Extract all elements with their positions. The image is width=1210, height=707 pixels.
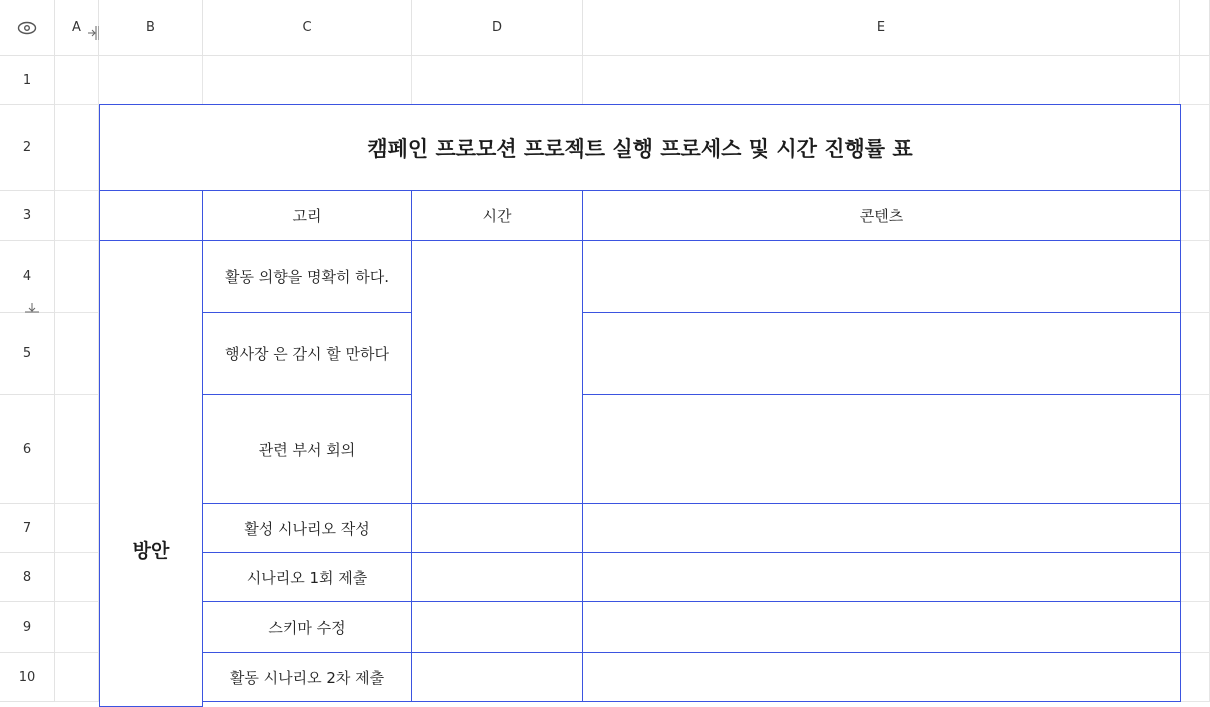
column-header-label: B [146, 20, 155, 35]
row-header-label: 1 [22, 72, 32, 88]
column-header-label: A [72, 20, 81, 35]
row-header-1[interactable] [0, 56, 55, 105]
cell-a3[interactable] [55, 191, 99, 241]
cell-a9[interactable] [55, 602, 99, 653]
content-cell-5[interactable] [583, 313, 1181, 395]
cell-e1[interactable] [583, 56, 1180, 105]
row-header-label: 8 [22, 569, 32, 585]
content-cell-8[interactable] [583, 553, 1181, 602]
item-label: 활동 의향을 명확히 하다. [225, 268, 389, 286]
cell-f2[interactable] [1180, 105, 1210, 191]
table-title-cell[interactable] [99, 104, 1181, 191]
row-header-3[interactable] [0, 191, 55, 241]
cell-f8[interactable] [1180, 553, 1210, 602]
row-header-label: 3 [22, 208, 32, 223]
item-label: 관련 부서 회의 [258, 440, 356, 459]
column-header-f[interactable] [1180, 0, 1210, 56]
header-content-cell[interactable] [583, 191, 1181, 241]
time-cell-7[interactable] [412, 504, 583, 553]
item-cell-1[interactable] [203, 241, 412, 313]
header-time-cell[interactable] [412, 191, 583, 241]
cell-a6[interactable] [55, 395, 99, 504]
item-label: 행사장 은 감시 할 만하다 [225, 345, 389, 363]
column-header-label: E [876, 20, 886, 35]
item-cell-7[interactable] [203, 653, 412, 702]
row-header-label: 2 [22, 140, 32, 155]
time-cell-10[interactable] [412, 653, 583, 702]
header-category-label: 고리 [292, 207, 322, 225]
cell-f3[interactable] [1180, 191, 1210, 241]
content-cell-4[interactable] [583, 241, 1181, 313]
item-cell-6[interactable] [203, 602, 412, 653]
item-cell-2[interactable] [203, 313, 412, 395]
row-header-6[interactable] [0, 395, 55, 504]
cell-b1[interactable] [99, 56, 203, 105]
group-cell[interactable] [99, 241, 203, 707]
select-all-corner[interactable] [0, 0, 55, 56]
cell-a4[interactable] [55, 241, 99, 313]
table-title: 캠페인 프로모션 프로젝트 실행 프로세스 및 시간 진행률 표 [367, 136, 913, 161]
cell-f4[interactable] [1180, 241, 1210, 313]
cell-f7[interactable] [1180, 504, 1210, 553]
cell-f10[interactable] [1180, 653, 1210, 702]
header-content-label: 콘텐츠 [859, 207, 904, 225]
header-category-cell[interactable] [203, 191, 412, 241]
cell-a10[interactable] [55, 653, 99, 702]
row-header-5[interactable] [0, 313, 55, 395]
content-cell-6[interactable] [583, 395, 1181, 504]
column-header-b[interactable] [99, 0, 203, 56]
cell-c1[interactable] [203, 56, 412, 105]
cell-d1[interactable] [412, 56, 583, 105]
content-cell-10[interactable] [583, 653, 1181, 702]
row-header-2[interactable] [0, 105, 55, 191]
column-header-c[interactable] [203, 0, 412, 56]
item-cell-3[interactable] [203, 395, 412, 504]
cell-b3[interactable] [99, 191, 203, 241]
column-header-e[interactable] [583, 0, 1180, 56]
cell-a5[interactable] [55, 313, 99, 395]
cell-a7[interactable] [55, 504, 99, 553]
cell-f5[interactable] [1180, 313, 1210, 395]
header-time-label: 시간 [482, 207, 512, 225]
time-cell-9[interactable] [412, 602, 583, 653]
time-cell-merged[interactable] [412, 241, 583, 504]
time-cell-8[interactable] [412, 553, 583, 602]
cell-a1[interactable] [55, 56, 99, 105]
row-header-7[interactable] [0, 504, 55, 553]
item-label: 시나리오 1회 제출 [246, 568, 368, 587]
row-header-label: 4 [22, 269, 32, 284]
cell-f6[interactable] [1180, 395, 1210, 504]
cell-f9[interactable] [1180, 602, 1210, 653]
cell-a8[interactable] [55, 553, 99, 602]
row-header-label: 10 [18, 669, 36, 685]
row-header-label: 6 [22, 441, 32, 457]
column-header-d[interactable] [412, 0, 583, 56]
content-cell-7[interactable] [583, 504, 1181, 553]
column-header-label: D [491, 20, 502, 35]
eye-icon[interactable] [17, 21, 37, 35]
content-cell-9[interactable] [583, 602, 1181, 653]
row-header-10[interactable] [0, 653, 55, 702]
cell-f1[interactable] [1180, 56, 1210, 105]
row-header-label: 9 [22, 619, 32, 635]
item-label: 활동 시나리오 2차 제출 [229, 668, 385, 687]
group-label: 방안 [132, 540, 170, 562]
row-header-8[interactable] [0, 553, 55, 602]
item-cell-4[interactable] [203, 504, 412, 553]
item-label: 활성 시나리오 작성 [244, 519, 370, 538]
row-header-label: 7 [22, 520, 32, 536]
column-header-label: C [302, 20, 312, 35]
cell-a2[interactable] [55, 105, 99, 191]
item-label: 스키마 수정 [268, 618, 346, 637]
item-cell-5[interactable] [203, 553, 412, 602]
row-header-label: 5 [22, 346, 32, 361]
row-header-9[interactable] [0, 602, 55, 653]
